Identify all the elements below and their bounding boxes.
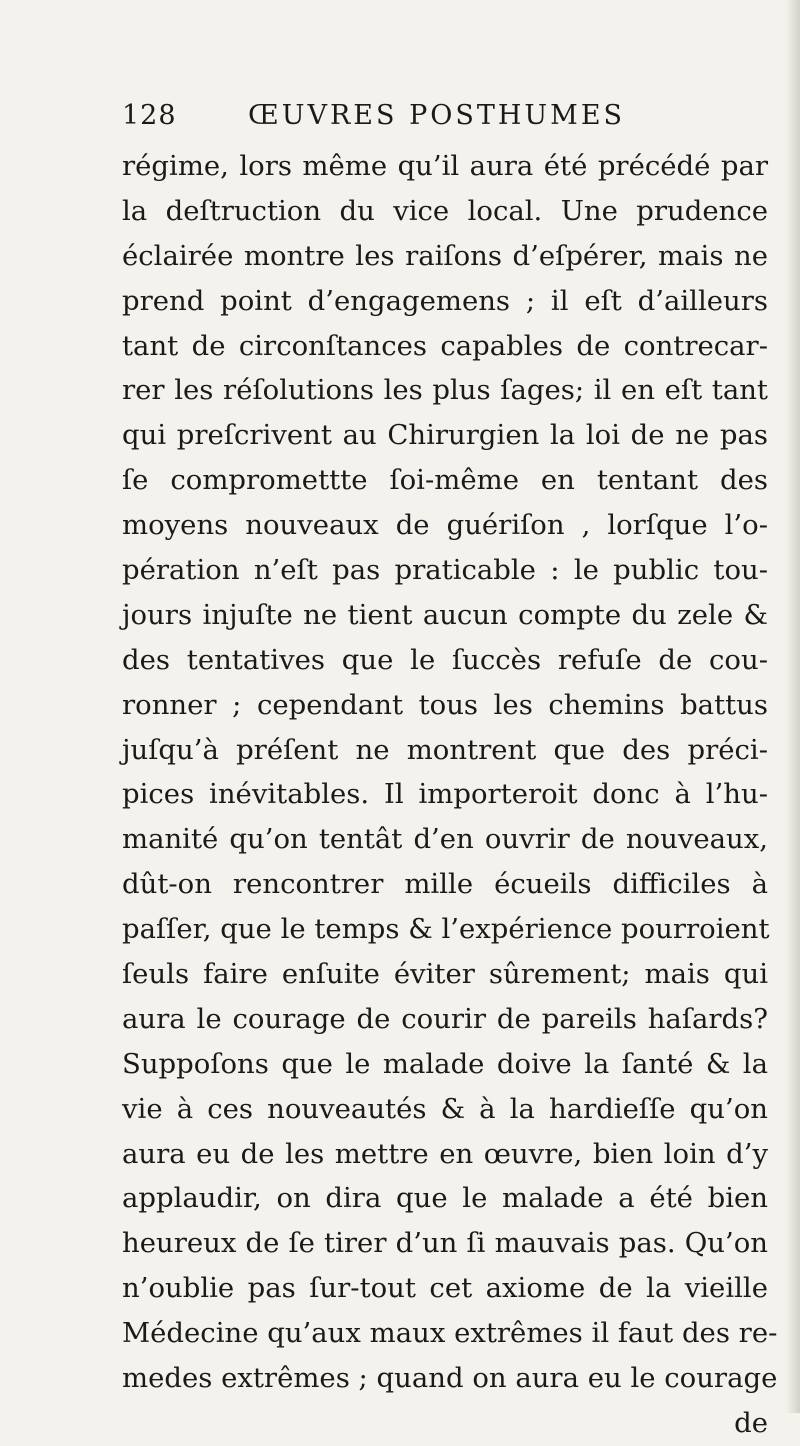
text-line: pices inévitables. Il importeroit donc à l’hu-	[122, 778, 768, 811]
text-line: éclairée montre les raiſons d’eſpérer, mais ne	[122, 239, 768, 272]
text-line: n’oublie pas ſur-tout cet axiome de la vieille	[122, 1272, 768, 1305]
text-line: qui preſcrivent au Chirurgien la loi de ne pas	[122, 419, 768, 452]
text-line: manité qu’on tentât d’en ouvrir de nouveaux,	[122, 823, 768, 856]
text-line: pération n’eſt pas praticable : le public tou-	[122, 554, 768, 587]
text-line: aura eu de les mettre en œuvre, bien loin d’y	[122, 1137, 768, 1170]
running-title: ŒUVRES POSTHUMES	[248, 100, 626, 131]
page-edge-shadow	[786, 0, 800, 1413]
text-line: rer les réſolutions les plus ſages; il en eſt tant	[122, 374, 768, 407]
text-line: ronner ; cependant tous les chemins battus	[122, 688, 768, 721]
text-line: heureux de ſe tirer d’un ſi mauvais pas. Qu’on	[122, 1227, 768, 1260]
text-line: aura le courage de courir de pareils haſards?	[122, 1002, 768, 1035]
text-line: juſqu’à préſent ne montrent que des préci-	[122, 733, 768, 766]
text-line: régime, lors même qu’il aura été précédé par	[122, 150, 768, 182]
text-line: Médecine qu’aux maux extrêmes il faut des re-	[122, 1317, 778, 1350]
text-line: medes extrêmes ; quand on aura eu le courage	[122, 1362, 778, 1395]
page-number: 128	[122, 100, 177, 131]
text-line: la deſtruction du vice local. Une prudence	[122, 194, 768, 227]
text-line: moyens nouveaux de guériſon , lorſque l’o-	[122, 509, 768, 542]
text-line: paſſer, que le temps & l’expérience pourroient	[122, 913, 770, 946]
text-line: vie à ces nouveautés & à la hardieſſe qu’on	[122, 1092, 768, 1125]
text-line: tant de circonſtances capables de contrecar-	[122, 329, 768, 362]
text-line: applaudir, on dira que le malade a été bien	[122, 1182, 768, 1215]
text-line: ſeuls faire enſuite éviter sûrement; mais qui	[122, 958, 768, 991]
text-line: ſe compromettte ſoi-même en tentant des	[122, 464, 768, 497]
text-line: dût-on rencontrer mille écueils difficiles à	[122, 868, 768, 901]
body-text	[122, 144, 778, 1446]
text-line: jours injuſte ne tient aucun compte du zele &	[122, 598, 768, 631]
page-header	[122, 100, 682, 140]
text-line: prend point d’engagemens ; il eſt d’ailleurs	[122, 284, 768, 317]
text-line: des tentatives que le ſuccès refuſe de cou-	[122, 643, 768, 676]
text-line: Suppoſons que le malade doive la ſanté & la	[122, 1047, 768, 1080]
catchword: de	[734, 1406, 768, 1439]
